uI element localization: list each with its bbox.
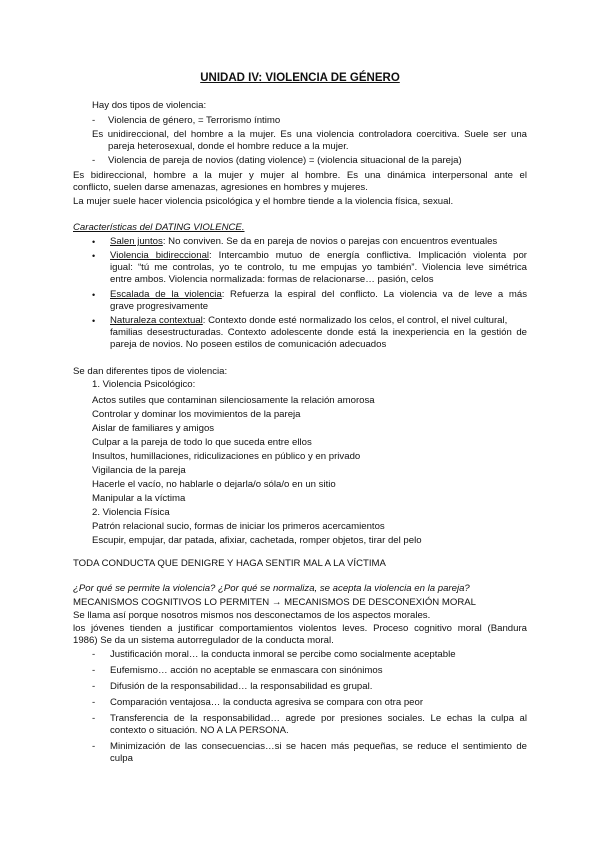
mechanism-item: Justificación moral… la conducta inmoral se percibe como socialmente aceptable: [110, 649, 456, 660]
psicologico-item: Aislar de familiares y amigos: [92, 423, 215, 434]
psicologico-item: Hacerle el vacío, no hablarle o dejarla/o sóla/o en un sitio: [92, 479, 336, 490]
bullet-marker: •: [92, 290, 96, 300]
psicologico-item: Vigilancia de la pareja: [92, 465, 186, 476]
question-line: ¿Por qué se permite la violencia? ¿Por qué se normaliza, se acepta la violencia en la pareja?: [73, 583, 470, 594]
intro-line: Hay dos tipos de violencia:: [92, 100, 207, 111]
type-2-desc-cont: conflicto, suelen darse amenazas, agresiones en hombres y mujeres.: [73, 182, 368, 193]
moral-heading: MECANISMOS COGNITIVOS LO PERMITEN → MECANISMOS DE DESCONEXIÓN MORAL: [73, 597, 476, 608]
psicologico-item: Insultos, humillaciones, ridiculizaciones en público y en privado: [92, 451, 361, 462]
mechanism-item: Comparación ventajosa… la conducta agresiva se compara con otra peor: [110, 697, 424, 708]
fisica-item: Escupir, empujar, dar patada, afixiar, cachetada, romper objetos, tirar del pelo: [92, 535, 422, 546]
bullet-marker: •: [92, 316, 96, 326]
bullet-marker: •: [92, 237, 96, 247]
moral-line: 1986) Se da un sistema autorregulador de la conducta moral.: [73, 635, 334, 646]
dash-marker: -: [92, 155, 96, 166]
type-heading-fisica: 2. Violencia Física: [92, 507, 170, 518]
mechanism-item-cont: culpa: [110, 753, 133, 764]
type-1-desc: Es unidireccional, del hombre a la mujer. Es una violencia controladora coercitiva. Suele ser una: [92, 129, 527, 140]
dating-item-3: Escalada de la violencia: Refuerza la espiral del conflicto. La violencia va de leve a más: [110, 289, 527, 300]
dash-marker: -: [92, 741, 96, 752]
dash-marker: -: [92, 697, 96, 708]
psicologico-item: Controlar y dominar los movimientos de la pareja: [92, 409, 301, 420]
mechanism-item-cont: contexto o situación. NO A LA PERSONA.: [110, 725, 289, 736]
dating-item-3-cont: grave progresivamente: [110, 301, 209, 312]
dating-item-4-cont: pareja de novios. No poseen estilos de comunicación adecuados: [110, 339, 387, 350]
dating-item-2-cont: entre ambos. Violencia normalizada: formas de relacionarse… pasión, celos: [110, 274, 434, 285]
bullet-marker: •: [92, 251, 96, 261]
mechanism-item: Transferencia de la responsabilidad… agrede por presiones sociales. Le echas la culpa al: [110, 713, 527, 724]
type-2-desc: Es bidireccional, hombre a la mujer y mujer al hombre. Es una dinámica interpersonal ante el: [73, 170, 527, 181]
dash-marker: -: [92, 115, 96, 126]
moral-line: los jóvenes tienden a justificar comportamientos violentos leves. Proceso cognitivo moral (Bandura: [73, 623, 527, 634]
dating-item-4-cont: familias desestructuradas. Contexto adolescente donde está la inexperiencia en la gestión de: [110, 327, 527, 338]
psicologico-item: Manipular a la víctima: [92, 493, 186, 504]
emphasis-statement: TODA CONDUCTA QUE DENIGRE Y HAGA SENTIR MAL A LA VÍCTIMA: [73, 558, 386, 569]
fisica-item: Patrón relacional sucio, formas de iniciar los primeros acercamientos: [92, 521, 385, 532]
dash-marker: -: [92, 681, 96, 692]
psicologico-item: Culpar a la pareja de todo lo que suceda entre ellos: [92, 437, 312, 448]
mechanism-item: Difusión de la responsabilidad… la responsabilidad es grupal.: [110, 681, 373, 692]
intro-note: La mujer suele hacer violencia psicológica y el hombre tiende a la violencia física, sexual.: [73, 196, 454, 207]
section-heading-dating: Características del DATING VIOLENCE.: [73, 222, 245, 233]
mechanism-item: Minimización de las consecuencias…si se hacen más pequeñas, se reduce el sentimiento de: [110, 741, 527, 752]
dating-item-4: Naturaleza contextual: Contexto donde esté normalizado los celos, el control, el nivel cultural,: [110, 315, 508, 326]
type-1-line: Violencia de género, = Terrorismo íntimo: [108, 115, 281, 126]
moral-line: Se llama así porque nosotros mismos nos desconectamos de los aspectos morales.: [73, 610, 431, 621]
type-heading-psicologico: 1. Violencia Psicológico:: [92, 379, 196, 390]
document-title: UNIDAD IV: VIOLENCIA DE GÉNERO: [200, 72, 400, 84]
psicologico-item: Actos sutiles que contaminan silenciosamente la relación amorosa: [92, 395, 375, 406]
dating-item-2: Violencia bidireccional: Intercambio mutuo de energía conflictiva. Implicación violenta por: [110, 250, 527, 261]
type-2-line: Violencia de pareja de novios (dating violence) = (violencia situacional de la pareja): [108, 155, 462, 166]
types-intro: Se dan diferentes tipos de violencia:: [73, 366, 228, 377]
mechanism-item: Eufemismo… acción no aceptable se enmascara con sinónimos: [110, 665, 383, 676]
dash-marker: -: [92, 713, 96, 724]
dating-item-2-cont: igual: “tú me controlas, yo te controlo, tu me empujas yo también”. Violencia leve simétrica: [110, 262, 527, 273]
dash-marker: -: [92, 665, 96, 676]
type-1-desc-cont: pareja heterosexual, donde el hombre reduce a la mujer.: [108, 141, 349, 152]
dash-marker: -: [92, 649, 96, 660]
dating-item-1: Salen juntos: No conviven. Se da en pareja de novios o parejas con encuentros eventuales: [110, 236, 498, 247]
